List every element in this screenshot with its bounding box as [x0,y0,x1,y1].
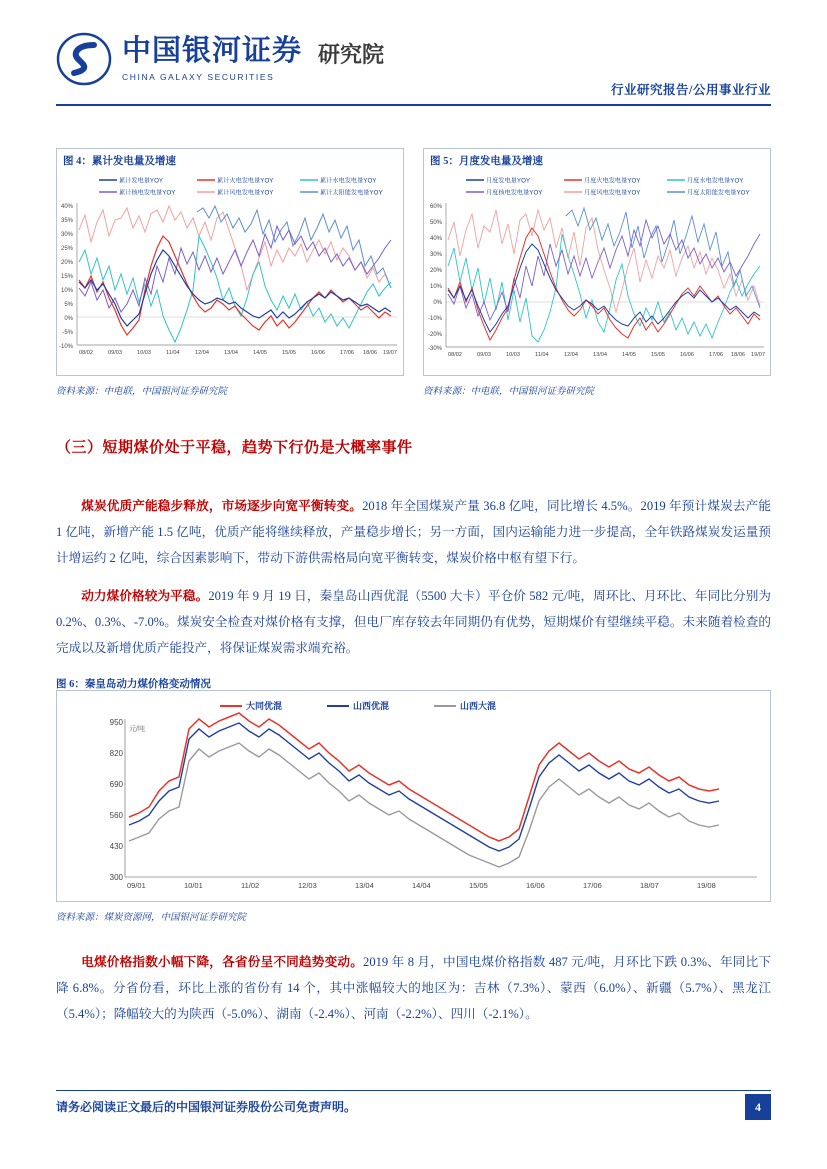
svg-text:5%: 5% [64,302,73,308]
report-category: 行业研究报告/公用事业行业 [611,83,771,97]
svg-text:12/04: 12/04 [564,352,578,358]
svg-text:09/03: 09/03 [108,350,122,356]
svg-text:累计核电发电量YOY: 累计核电发电量YOY [119,189,176,197]
paragraph-1-body: 2018 年全国煤炭产量 36.8 亿吨，同比增长 4.5%。2019 年预计煤炭去产能 1 亿吨，新增产能 1.5 亿吨，优质产能将继续释放，产量稳步增长；另一方面，国内运输能力进一步提高，全年铁路煤炭发运量预计增运约 2 亿吨，综合因素影响下，带动下游供需格局向宽平衡转变，煤炭价格中枢有望下行。 [56,498,772,565]
figure-4-label: 图 4： [63,156,92,167]
svg-text:820: 820 [109,749,123,758]
figure-5-plot [424,170,770,375]
svg-text:月度核电发电量YOY: 月度核电发电量YOY [486,189,543,197]
svg-text:月度水电发电量YOY: 月度水电发电量YOY [687,177,744,185]
paragraph-3-body: 2019 年 8 月，中国电煤价格指数 487 元/吨，月环比下跌 0.3%、年同比下降 6.8%。分省份看，环比上涨的省份有 14 个，其中涨幅较大的地区为：吉林（7.3%）、蒙西（6.0%）、新疆（5.7%）、黑龙江（5.4%）；降幅较大的为陕西（-5.0%）、湖南（-2.4%）、河南（-2.2%）、四川（-2.1%）。 [56,954,772,1021]
svg-text:-10%: -10% [427,316,442,322]
svg-text:08/02: 08/02 [448,352,462,358]
footer-divider [56,1090,771,1091]
figure-sources-row [56,383,771,397]
svg-text:12/04: 12/04 [195,350,209,356]
svg-text:30%: 30% [60,232,73,238]
logo-chinese-name: 中国银河证券 [122,35,303,68]
galaxy-logo-icon [56,31,112,87]
svg-text:30%: 30% [429,252,442,258]
svg-text:10/01: 10/01 [184,881,203,890]
svg-text:11/04: 11/04 [166,350,180,356]
svg-text:10/03: 10/03 [506,352,520,358]
figure-5-source: 资料来源：中电联，中国银河证券研究院 [423,387,595,397]
svg-text:月度火电发电量YOY: 月度火电发电量YOY [584,177,641,185]
svg-text:17/06: 17/06 [709,352,723,358]
svg-text:15%: 15% [60,274,73,280]
institute-name: 研究院 [318,42,385,67]
svg-text:18/07: 18/07 [640,881,659,890]
paragraph-1-lead: 煤炭优质产能稳步释放，市场逐步向宽平衡转变。 [81,498,363,513]
figure-4-caption: 累计发电量及增速 [91,156,176,167]
svg-text:0%: 0% [64,316,73,322]
svg-text:13/04: 13/04 [355,881,374,890]
svg-text:35%: 35% [60,218,73,224]
figure-5 [423,148,771,376]
svg-text:10/03: 10/03 [137,350,151,356]
figure-5-title [424,149,770,170]
svg-text:690: 690 [109,780,123,789]
svg-text:0%: 0% [433,300,442,306]
svg-text:月度风电发电量YOY: 月度风电发电量YOY [584,189,641,197]
svg-text:18/06: 18/06 [731,352,745,358]
figure-row-top [56,148,771,376]
svg-text:16/06: 16/06 [311,350,325,356]
figure-5-caption: 月度发电量及增速 [458,156,543,167]
svg-text:08/02: 08/02 [79,350,93,356]
svg-text:13/04: 13/04 [224,350,238,356]
svg-text:山西优混: 山西优混 [353,701,390,711]
svg-text:月度太阳能发电量YOY: 月度太阳能发电量YOY [687,189,750,197]
svg-text:16/06: 16/06 [680,352,694,358]
svg-text:12/03: 12/03 [298,881,317,890]
logo-english-name: CHINA GALAXY SECURITIES [122,71,275,82]
svg-text:累计太阳能发电量YOY: 累计太阳能发电量YOY [320,189,383,197]
svg-text:19/08: 19/08 [697,881,716,890]
figure-6-title [56,676,211,691]
figure-4-source: 资料来源：中电联，中国银河证券研究院 [56,387,228,397]
figure-4-title [57,149,403,170]
svg-text:累计水电发电量YOY: 累计水电发电量YOY [320,177,377,185]
svg-text:17/06: 17/06 [340,350,354,356]
svg-text:11/02: 11/02 [241,881,260,890]
figure-5-label: 图 5： [430,156,459,167]
figure-6-label: 图 6： [56,679,85,690]
svg-text:17/06: 17/06 [583,881,602,890]
svg-text:50%: 50% [429,220,442,226]
figure-4-plot [57,170,403,375]
page-number: 4 [745,1094,771,1120]
svg-text:40%: 40% [60,204,73,210]
svg-text:20%: 20% [429,268,442,274]
section-heading: （三）短期煤价处于平稳，趋势下行仍是大概率事件 [56,440,413,456]
paragraph-2-lead: 动力煤价格较为平稳。 [81,588,209,603]
svg-text:10%: 10% [429,284,442,290]
figure-4 [56,148,404,376]
svg-text:430: 430 [109,842,123,851]
svg-text:14/04: 14/04 [412,881,431,890]
svg-text:大同优混: 大同优混 [246,701,283,711]
paragraph-coal-price [56,583,771,661]
svg-text:18/06: 18/06 [363,350,377,356]
svg-text:11/04: 11/04 [535,352,549,358]
svg-text:月度发电量YOY: 月度发电量YOY [486,177,531,185]
figure-6-caption: 秦皇岛动力煤价格变动情况 [84,679,211,690]
figure-6-source: 资料来源：煤炭资源网，中国银河证券研究院 [56,913,247,923]
svg-text:19/07: 19/07 [751,352,765,358]
svg-text:累计风电发电量YOY: 累计风电发电量YOY [217,189,274,197]
svg-text:950: 950 [109,718,123,727]
page-header [56,28,771,108]
svg-text:-5%: -5% [62,330,73,336]
svg-text:40%: 40% [429,236,442,242]
header-divider [56,104,771,106]
svg-text:560: 560 [109,811,123,820]
svg-text:300: 300 [109,873,123,882]
svg-text:10%: 10% [60,288,73,294]
svg-text:60%: 60% [429,204,442,210]
svg-text:-30%: -30% [427,346,442,352]
paragraph-2-body: 2019 年 9 月 19 日，秦皇岛山西优混（5500 大卡）平仓价 582 元/吨，周环比、月环比、年同比分别为 0.2%、0.3%、-7.0%。煤炭安全检查对煤价格有支撑，但电厂库存较去年同期仍有优势，短期煤价有望继续平稳。未来随着检查的完成以及新增优质产能投产，将保证煤炭需求端充裕。 [56,588,772,655]
svg-text:15/05: 15/05 [469,881,488,890]
figure-6 [56,690,771,902]
svg-text:-10%: -10% [58,344,73,350]
svg-text:25%: 25% [60,246,73,252]
svg-text:累计火电发电量YOY: 累计火电发电量YOY [217,177,274,185]
svg-text:15/05: 15/05 [651,352,665,358]
paragraph-coal-index [56,949,771,1027]
svg-text:15/05: 15/05 [282,350,296,356]
svg-text:元/吨: 元/吨 [129,726,145,733]
svg-text:20%: 20% [60,260,73,266]
paragraph-coal-capacity [56,493,771,571]
svg-text:14/05: 14/05 [253,350,267,356]
svg-text:山西大混: 山西大混 [460,701,497,711]
svg-text:16/06: 16/06 [526,881,545,890]
footer-disclaimer: 请务必阅读正文最后的中国银河证券股份公司免责声明。 [56,1100,357,1114]
svg-text:09/03: 09/03 [477,352,491,358]
svg-text:累计发电量YOY: 累计发电量YOY [119,177,164,185]
svg-text:14/05: 14/05 [622,352,636,358]
paragraph-3-lead: 电煤价格指数小幅下降，各省份呈不同趋势变动。 [81,954,364,969]
svg-text:09/01: 09/01 [127,881,146,890]
svg-text:13/04: 13/04 [593,352,607,358]
svg-text:19/07: 19/07 [383,350,397,356]
svg-text:-20%: -20% [427,332,442,338]
